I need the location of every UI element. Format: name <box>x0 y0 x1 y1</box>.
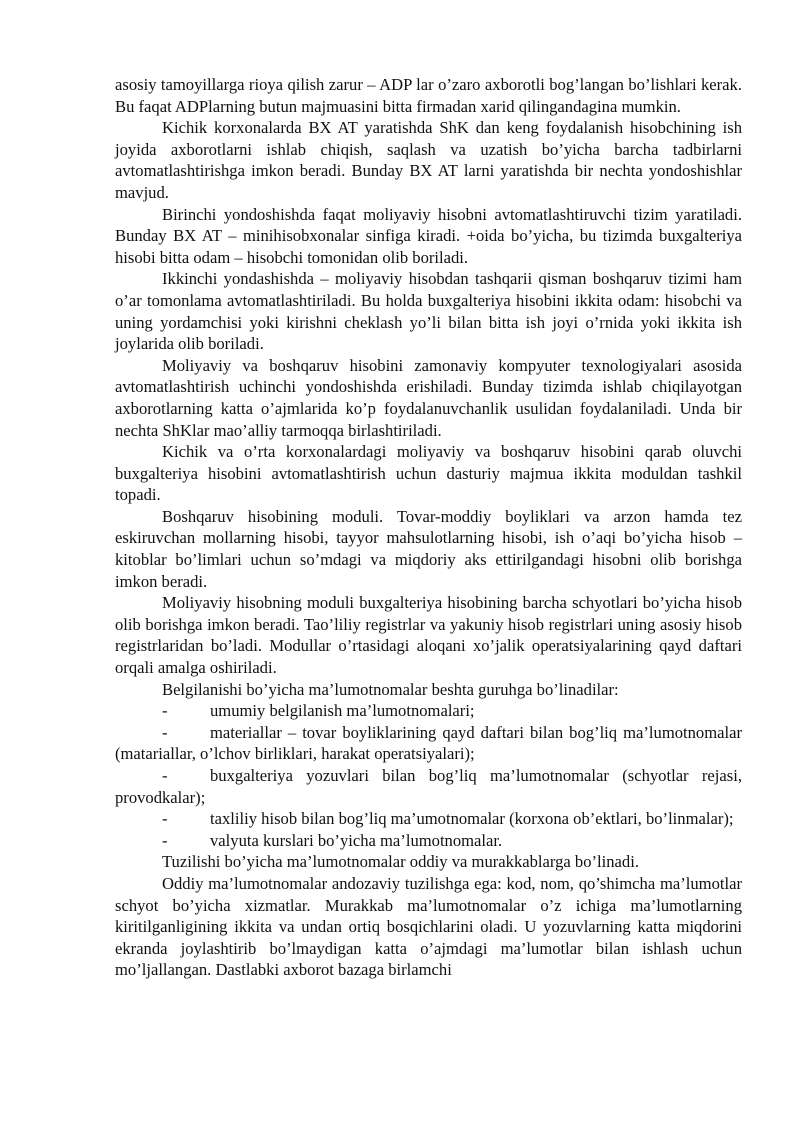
list-dash: - <box>162 830 168 850</box>
paragraph-continuation: asosiy tamoyillarga rioya qilish zarur – ADP lar o’zaro axborotli bog’langan bo’lishlari kerak. Bu faqat ADPlarning butun majmuasini bitta firmadan xarid qilingandagina mumkin. <box>115 75 742 116</box>
paragraph-reference-groups: Belgilanishi bo’yicha ma’lumotnomalar beshta guruhga bo’linadilar: <box>162 679 619 699</box>
paragraph-first-approach: Birinchi yondoshishda faqat moliyaviy hisobni avtomatlashtiruvchi tizim yaratiladi. Bunday BX AT – minihisobxonalar sinfiga kiradi. +oida bo’yicha, bu tizimda buxgalteriya hisobi bitta odam – hisobchi tomonidan olib boriladi. <box>115 204 742 267</box>
list-item <box>115 765 742 808</box>
paragraph-second-approach: Ikkinchi yondashishda – moliyaviy hisobdan tashqarii qisman boshqaruv tizimi ham o’ar tomonlama avtomatlashtiriladi. Bu holda buxgalteriya hisobini ikkita odam: hisobchi va uning yordamchisi yoki kirishni cheklash yo’li bilan bitta ish joyi o’rnida yoki ikkita ish joylarida olib boriladi. <box>115 269 742 354</box>
list-dash: - <box>162 766 168 785</box>
list-item <box>115 722 742 765</box>
list-item <box>115 830 742 852</box>
paragraph-simple-complex: Oddiy ma’lumotnomalar andozaviy tuzilishga ega: kod, nom, qo’shimcha ma’lumotlar schyot bo’yicha xizmatlar. Murakkab ma’lumotnomalar o’z ichiga ma’lumotlarning kiritilganligining ikkita va undan ortiq bosqichlarini oladi. U yozuvlarning katta miqdorini ekranda joylashtirib bo’lmaydigan katta o’ajmdagi ma’lumotlar bilan ishlash uchun mo’ljallangan. Dastlabki axborot bazaga birlamchi <box>115 873 742 980</box>
list-item-text: materiallar – tovar boyliklarining qayd daftari bilan bog’liq ma’lumotnomalar (matariallar, o’lchov birliklari, harakat operatsiyalari); <box>115 722 742 764</box>
list-item <box>115 808 742 830</box>
list-item-text: buxgalteriya yozuvlari bilan bog’liq ma’lumotnomalar (schyotlar rejasi, provodkalar); <box>115 766 742 807</box>
paragraph-third-approach: Moliyaviy va boshqaruv hisobini zamonaviy kompyuter texnologiyalari asosida avtomatlashtirish uchinchi yondoshishda erishiladi. Bunday tizimda ishlab chiqilayotgan axborotlarning katta o’ajmlarida ko’p foydalanuvchanlik usulidan foydalaniladi. Unda bir nechta ShKlar mao’alliy tarmoqqa birlashtiriladi. <box>115 355 742 440</box>
document-page <box>115 74 742 981</box>
list-item-text: umumiy belgilanish ma’lumotnomalari; <box>210 701 475 721</box>
list-item <box>115 700 742 722</box>
paragraph-financial-module: Moliyaviy hisobning moduli buxgalteriya hisobining barcha schyotlari bo’yicha hisob olib borishga imkon beradi. Tao’liliy registrlar va yakuniy hisob registrlari uning asosiy hisob registrlaridan bo’ladi. Modullar o’rtasidagi aloqani xo’jalik operatsiyalarining qayd daftari orqali amalga oshiriladi. <box>115 593 742 678</box>
list-item-text: taxliliy hisob bilan bog’liq ma’umotnomalar (korxona ob’ektlari, bo’linmalar); <box>210 809 734 829</box>
list-dash: - <box>162 722 168 742</box>
list-dash: - <box>162 701 168 721</box>
list-dash: - <box>162 809 168 829</box>
paragraph-management-module: Boshqaruv hisobining moduli. Tovar-moddiy boyliklari va arzon hamda tez eskiruvchan mollarning hisobi, tayyor mahsulotlarning hisobi, ish o’aqi bo’yicha hisob –kitoblar bo’limlari uchun so’mdagi va miqdoriy aks ettirilgandagi hisobni olib borishga imkon beradi. <box>115 506 742 591</box>
paragraph-structure: Tuzilishi bo’yicha ma’lumotnomalar oddiy va murakkablarga bo’linadi. <box>162 852 639 872</box>
paragraph-small-enterprises: Kichik korxonalarda BX AT yaratishda ShK dan keng foydalanish hisobchining ish joyida axborotlarni ishlab chiqish, saqlash va uzatish bo’yicha barcha tadbirlarni avtomatlashtirishga imkon beradi. Bunday BX AT larni yaratishda bir nechta yondoshishlar mavjud. <box>115 118 742 202</box>
list-item-text: valyuta kurslari bo’yicha ma’lumotnomalar. <box>210 830 503 850</box>
paragraph-software-modules: Kichik va o’rta korxonalardagi moliyaviy va boshqaruv hisobini qarab oluvchi buxgalteriya hisobini avtomatlashtirish uchun dasturiy majmua ikkita moduldan tashkil topadi. <box>115 442 742 505</box>
